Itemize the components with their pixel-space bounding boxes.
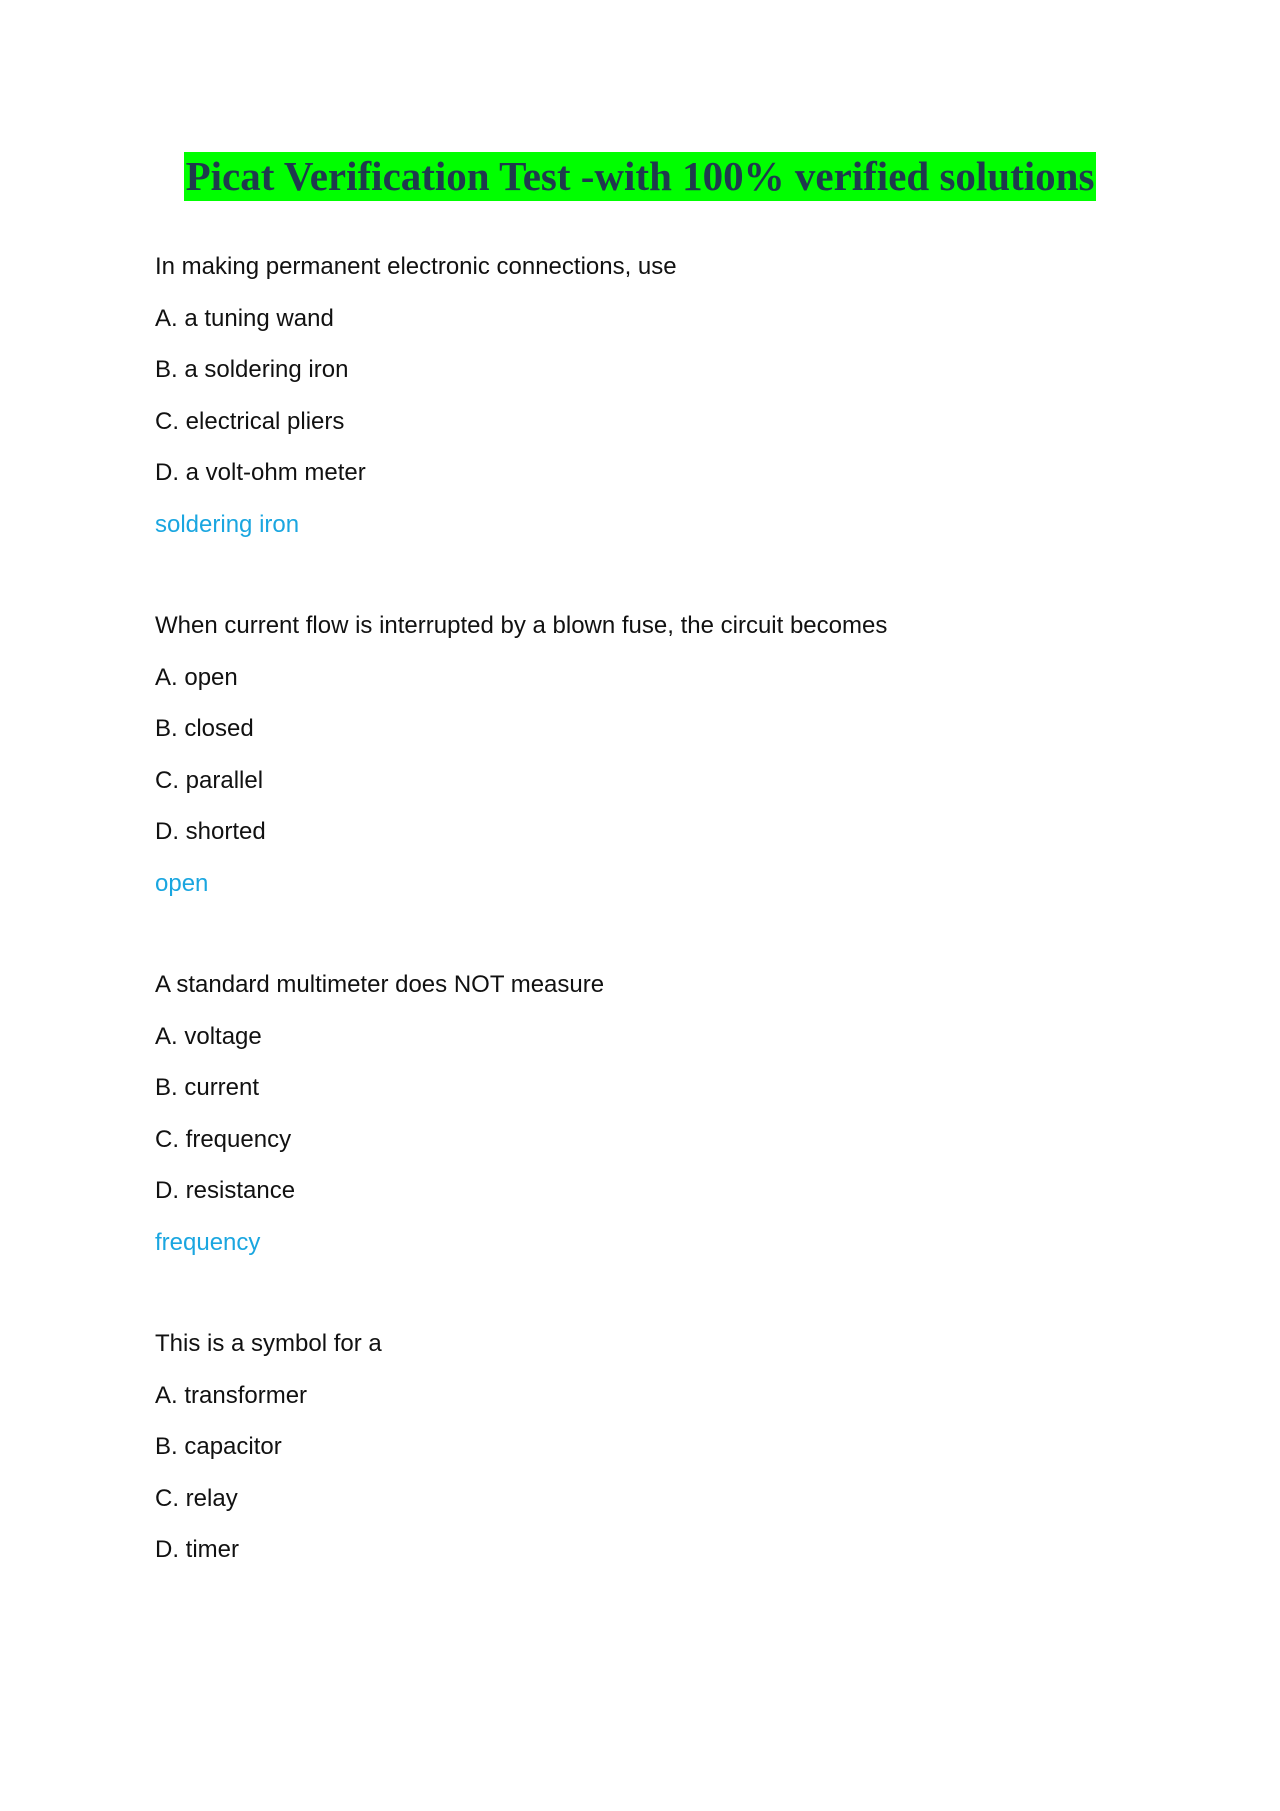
question-prompt: This is a symbol for a [155, 1330, 382, 1357]
option-b: B. current [155, 1074, 260, 1101]
option-b: B. closed [155, 715, 254, 742]
question-prompt: A standard multimeter does NOT measure [155, 971, 605, 998]
option-a: A. a tuning wand [155, 304, 334, 332]
question-prompt: In making permanent electronic connections, use [155, 253, 677, 280]
option-c: C. relay [155, 1484, 238, 1512]
questions-container [155, 250, 1155, 1635]
answer-text: frequency [155, 1228, 261, 1256]
question-1 [155, 250, 1155, 559]
question-prompt: When current flow is interrupted by a blown fuse, the circuit becomes [155, 612, 888, 639]
option-c: C. electrical pliers [155, 407, 345, 435]
option-a: A. voltage [155, 1022, 262, 1050]
question-4 [155, 1327, 1155, 1585]
question-2 [155, 609, 1155, 918]
option-d: D. a volt-ohm meter [155, 459, 366, 486]
option-b: B. capacitor [155, 1433, 282, 1460]
option-d: D. shorted [155, 818, 266, 845]
option-c: C. parallel [155, 766, 264, 794]
question-3 [155, 968, 1155, 1277]
option-c: C. frequency [155, 1125, 292, 1153]
document-title: Picat Verification Test -with 100% verified solutions [185, 153, 1095, 199]
option-b: B. a soldering iron [155, 356, 349, 383]
title-container [0, 152, 1280, 201]
option-d: D. timer [155, 1536, 239, 1563]
answer-text: open [155, 869, 209, 897]
option-d: D. resistance [155, 1177, 296, 1204]
answer-text: soldering iron [155, 510, 300, 538]
option-a: A. open [155, 663, 238, 691]
option-a: A. transformer [155, 1381, 308, 1409]
